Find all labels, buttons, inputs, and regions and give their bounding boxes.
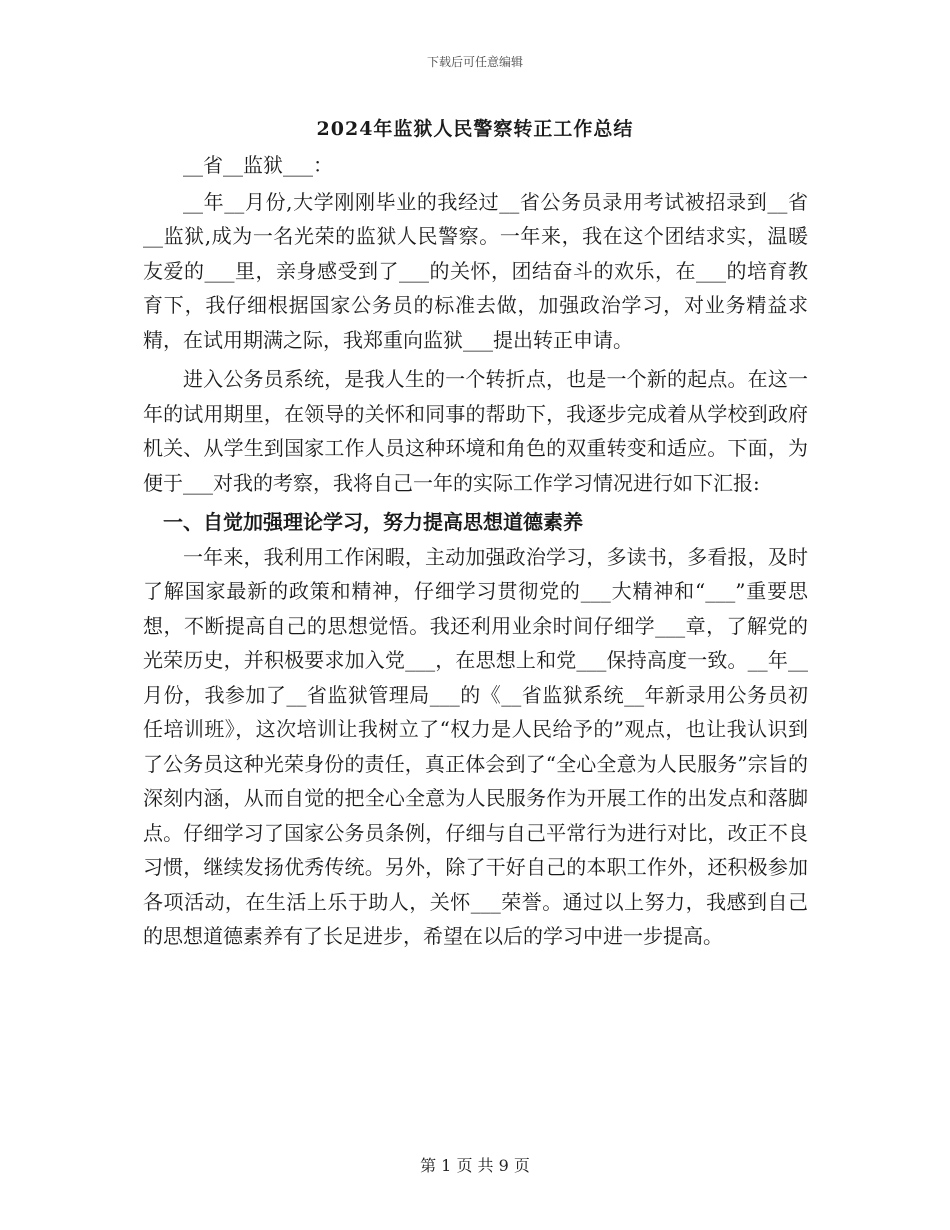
page-header: 下载后可任意编辑 — [426, 55, 523, 69]
section-heading: 一、自觉加强理论学习，努力提高思想道德素养 — [163, 510, 583, 534]
page-footer: 第 1 页 共 9 页 — [420, 1156, 530, 1175]
paragraph-overview: 进入公务员系统，是我人生的一个转折点，也是一个新的起点。在这一年的试用期里，在领导的关怀和同事的帮助下，我逐步完成着从学校到政府机关、从学生到国家工作人员这种环境和角色的双重转变和适应。下面，为便于___对我的考察，我将自己一年的实际工作学习情况进行如下汇报: — [143, 367, 808, 495]
salutation: __省__监狱___： — [183, 153, 333, 177]
document-body — [143, 148, 808, 959]
paragraph-intro: __年__月份,大学刚刚毕业的我经过__省公务员录用考试被招录到__省__监狱,成为一名光荣的监狱人民警察。一年来，我在这个团结求实，温暖友爱的___里，亲身感受到了___的关怀，团结奋斗的欢乐，在___的培育教育下，我仔细根据国家公务员的标准去做，加强政治学习，对业务精益求精，在试用期满之际，我郑重向监狱___提出转正申请。 — [143, 189, 808, 352]
document-title: 2024年监狱人民警察转正工作总结 — [316, 118, 634, 140]
section-paragraph: 一年来，我利用工作闲暇，主动加强政治学习，多读书，多看报，及时了解国家最新的政策和精神，仔细学习贯彻党的___大精神和“___”重要思想，不断提高自己的思想觉悟。我还利用业余时间仔细学___章，了解党的光荣历史，并积极要求加入党___，在思想上和党___保持高度一致。__年__月份，我参加了__省监狱管理局___的《__省监狱系统__年新录用公务员初任培训班》，这次培训让我树立了“权力是人民给予的”观点，也让我认识到了公务员这种光荣身份的责任，真正体会到了“全心全意为人民服务”宗旨的深刻内涵，从而自觉的把全心全意为人民服务作为开展工作的出发点和落脚点。仔细学习了国家公务员条例，仔细与自己平常行为进行对比，改正不良习惯，继续发扬优秀传统。另外，除了干好自己的本职工作外，还积极参加各项活动，在生活上乐于助人，关怀___荣誉。通过以上努力，我感到自己的思想道德素养有了长足进步，希望在以后的学习中进一步提高。 — [143, 544, 808, 948]
